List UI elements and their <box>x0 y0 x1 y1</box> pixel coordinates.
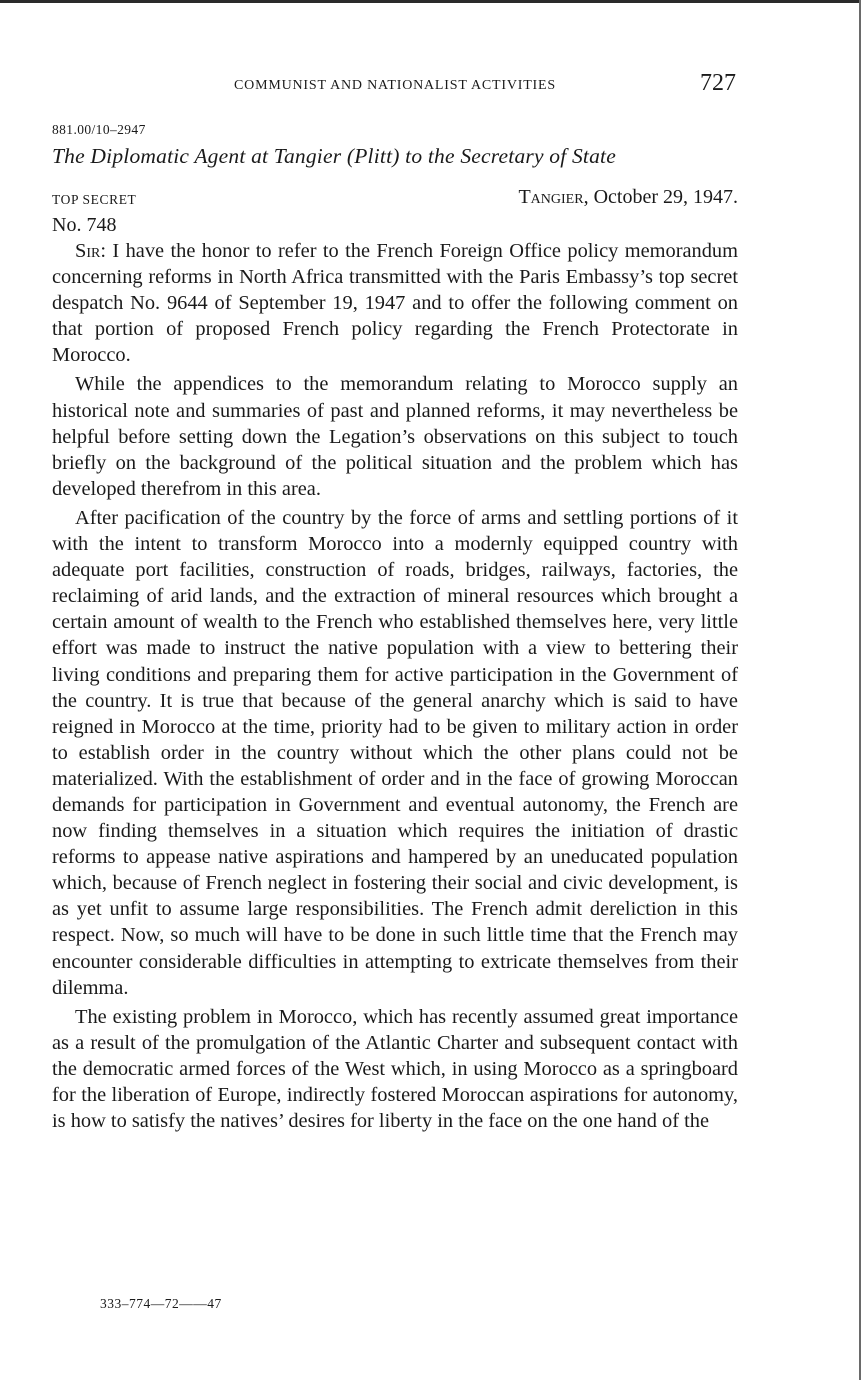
meta-row <box>52 186 738 212</box>
document-title: The Diplomatic Agent at Tangier (Plitt) to the Secretary of State <box>52 144 616 168</box>
despatch-number: No. 748 <box>52 214 117 236</box>
paragraph-1 <box>52 238 738 368</box>
classification-marking: TOP SECRET <box>52 192 137 207</box>
paragraph-4: The existing problem in Morocco, which has recently assumed great importance as a result of the promulgation of the Atlantic Charter and subsequent contact with the democratic armed forces of the West which, in using Morocco as a springboard for the liberation of Europe, indirectly fostered Moroccan aspirations for autonomy, is how to satisfy the natives’ desires for liberty in the face on the one hand of the <box>52 1005 738 1133</box>
document-page <box>52 70 738 1134</box>
paragraph-1-text: I have the honor to refer to the French Foreign Office policy memorandum concerning reforms in North Africa transmitted with the Paris Embassy’s top secret despatch No. 9644 of September 19, 1947 and to offer the following comment on that portion of proposed French policy regarding the French Protectorate in Morocco. <box>52 240 738 367</box>
file-number: 881.00/10–2947 <box>52 122 146 137</box>
paragraph-2: While the appendices to the memorandum relating to Morocco supply an historical note and summaries of past and planned reforms, it may nevertheless be helpful before setting down the Legation’s observations on this subject to touch briefly on the background of the political situation and the problem which has developed therefrom in this area. <box>52 373 738 500</box>
running-head <box>52 70 738 102</box>
running-title: COMMUNIST AND NATIONALIST ACTIVITIES <box>234 78 556 93</box>
paragraph-3: After pacification of the country by the force of arms and settling portions of it with the intent to transform Morocco into a modernly equipped country with adequate port facilities, construction of roads, bridges, railways, factories, the reclaiming of arid lands, and the extraction of mineral resources which brought a certain amount of wealth to the French who established themselves here, very little effort was made to instruct the native population with a view to bettering their living conditions and preparing them for active participation in the Government of the country. It is true that because of the general anarchy which is said to have reigned in Morocco at the time, priority had to be given to military action in order to establish order in the country without which the other plans could not be materialized. With the establishment of order and in the face of growing Moroccan demands for participation in Government and eventual autonomy, the French are now finding themselves in a situation which requires the initiation of drastic reforms to appease native aspirations and hampered by an uneducated population which, because of French neglect in fostering their social and civic development, is as yet unfit to assume large responsibilities. The French admit dereliction in this respect. Now, so much will have to be done in such little time that the French may encounter considerable difficulties in attempting to extricate themselves from their dilemma. <box>52 506 738 999</box>
page-number: 727 <box>700 70 736 96</box>
page-top-edge <box>0 0 861 3</box>
salutation: Sir: <box>75 240 107 262</box>
dateline-date: October 29, 1947. <box>593 186 738 208</box>
print-code: 333–774—72——47 <box>100 1296 222 1311</box>
dateline-place: Tangier, <box>518 186 589 208</box>
letter-body <box>52 238 738 1134</box>
dateline <box>518 186 738 209</box>
